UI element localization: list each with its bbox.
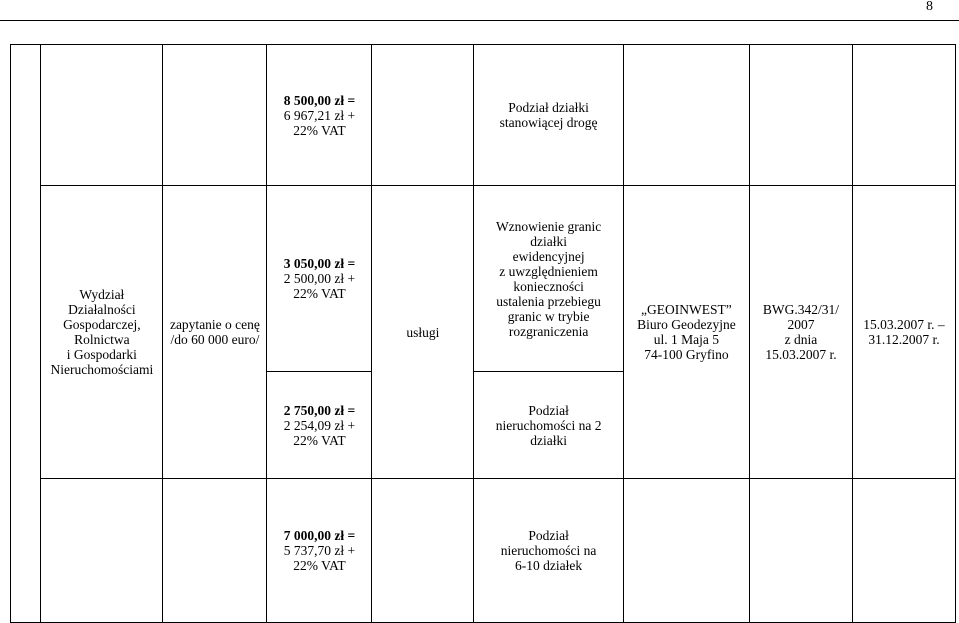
table-row <box>11 45 956 186</box>
department-line: Wydział <box>79 287 125 302</box>
procedure-line: zapytanie o cenę <box>169 317 260 332</box>
net-price: 5 737,70 zł + <box>283 543 356 558</box>
description-cell <box>474 479 623 623</box>
empty-cell <box>372 45 474 186</box>
net-price: 2 500,00 zł + <box>283 271 356 286</box>
category-label: usługi <box>406 324 440 340</box>
department-line: Gospodarczej, <box>63 317 141 332</box>
description-line: ewidencyjnej <box>512 248 585 264</box>
empty-cell <box>11 186 41 372</box>
price-cell <box>267 372 372 479</box>
description-line: konieczności <box>513 278 584 294</box>
description-cell <box>474 186 623 372</box>
empty-cell <box>852 479 955 623</box>
department-line: Nieruchomościami <box>50 362 154 377</box>
department-line: Rolnictwa <box>74 332 130 347</box>
empty-cell <box>11 45 41 186</box>
contractor-line: ul. 1 Maja 5 <box>653 332 720 347</box>
vat-rate: 22% VAT <box>293 558 346 573</box>
empty-cell <box>852 45 955 186</box>
description-line: 6-10 działek <box>515 558 583 573</box>
department-line: i Gospodarki <box>66 347 137 362</box>
contractor-line: Biuro Geodezyjne <box>637 317 736 332</box>
description-line: ustalenia przebiegu <box>496 293 601 309</box>
procedure-cell <box>163 186 267 479</box>
category-cell <box>372 186 474 479</box>
description-line: z uwzględnieniem <box>499 263 598 279</box>
empty-cell <box>372 479 474 623</box>
empty-cell <box>750 479 853 623</box>
empty-cell <box>163 45 267 186</box>
empty-cell <box>41 45 163 186</box>
description-line: Podział <box>528 528 569 543</box>
page-number: 8 <box>926 0 933 14</box>
description-line: nieruchomości na <box>500 543 597 558</box>
gross-price: 7 000,00 zł = <box>283 528 356 543</box>
empty-cell <box>11 372 41 479</box>
gross-price: 3 050,00 zł = <box>283 256 356 271</box>
description-line: granic w trybie <box>507 308 590 324</box>
net-price: 6 967,21 zł + <box>283 107 356 123</box>
gross-price: 8 500,00 zł = <box>283 92 356 108</box>
contracts-table <box>10 44 956 623</box>
header-rule <box>0 20 959 21</box>
description-line: działki <box>530 233 567 249</box>
vat-rate: 22% VAT <box>293 286 346 301</box>
agreement-line: z dnia <box>784 332 818 347</box>
description-line: Wznowienie granic <box>495 218 602 234</box>
description-line: rozgraniczenia <box>508 323 589 339</box>
empty-cell <box>163 479 267 623</box>
table-row <box>11 186 956 372</box>
vat-rate: 22% VAT <box>293 122 346 138</box>
description-cell <box>474 45 623 186</box>
agreement-cell <box>750 186 853 479</box>
period-cell <box>852 186 955 479</box>
vat-rate: 22% VAT <box>293 432 346 448</box>
agreement-line: BWG.342/31/ <box>762 302 840 317</box>
description-cell <box>474 372 623 479</box>
contractor-line: „GEOINWEST” <box>641 302 732 317</box>
price-cell <box>267 45 372 186</box>
department-cell <box>41 186 163 479</box>
procedure-line: /do 60 000 euro/ <box>170 332 260 347</box>
gross-price: 2 750,00 zł = <box>283 402 356 418</box>
empty-cell <box>11 479 41 623</box>
description-line: Podział <box>528 402 569 418</box>
period-line: 31.12.2007 r. <box>868 332 940 347</box>
price-cell <box>267 186 372 372</box>
agreement-line: 2007 <box>787 317 815 332</box>
contractor-cell <box>623 186 749 479</box>
department-line: Działalności <box>68 302 136 317</box>
empty-cell <box>623 479 749 623</box>
agreement-line: 15.03.2007 r. <box>765 347 837 362</box>
empty-cell <box>41 479 163 623</box>
price-cell <box>267 479 372 623</box>
empty-cell <box>623 45 749 186</box>
table-row <box>11 479 956 623</box>
period-line: 15.03.2007 r. – <box>863 317 945 332</box>
description-line: Podział działki <box>508 100 589 115</box>
description-line: stanowiącej drogę <box>499 115 598 130</box>
net-price: 2 254,09 zł + <box>283 417 356 433</box>
contractor-line: 74-100 Gryfino <box>644 347 729 362</box>
empty-cell <box>750 45 853 186</box>
description-line: działki <box>530 432 567 448</box>
description-line: nieruchomości na 2 <box>495 417 602 433</box>
